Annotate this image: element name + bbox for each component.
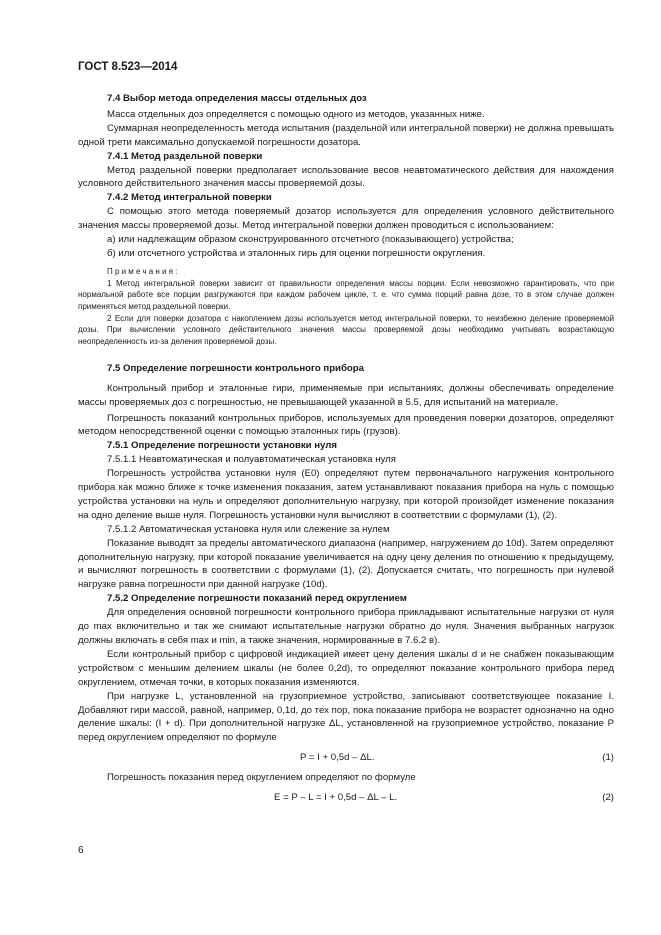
note-1: 1 Метод интегральной поверки зависит от правильности определения массы порции. Если невозможно гарантировать, что при нормальной работе все порции разгружаются при каждом рабочем цикле, т. е. что сумма порций равна дозе, то в этом случае должен применяться метод раздельной поверки.: [78, 278, 614, 311]
paragraph: Масса отдельных доз определяется с помощью одного из методов, указанных ниже.: [107, 108, 485, 120]
paragraph: Контрольный прибор и эталонные гири, применяемые при испытаниях, должны обеспечивать определение массы проверяемых доз с погрешностью, не превышающей указанной в 5.5, для испытаний на материале.: [78, 382, 614, 408]
equation-1: [78, 751, 614, 765]
section-7-5-title: 7.5 Определение погрешности контрольного прибора: [107, 362, 364, 374]
paragraph: Суммарная неопределенность метода испытания (раздельной или интегральной поверки) не должна превышать одной трети максимально допускаемой погрешности дозатора.: [78, 122, 614, 148]
equation-1-formula: P = I + 0,5d – ΔL.: [300, 752, 375, 764]
paragraph: Метод раздельной поверки предполагает использование весов неавтоматического действия для нахождения условного действительного значения массы проверяемой дозы.: [78, 164, 614, 190]
paragraph: Погрешность устройства установки нуля (E0) определяют путем первоначального нагружения контрольного прибора как можно ближе к точке изменения показания, затем устанавливают показания прибора на нуль с помощью устройства установки на нуль и определяют дополнительную нагрузку, при которой произойдет изменение показания на одно деление выше нуля. Погрешность установки нуля вычисляют в соответствии с формулами (1), (2).: [78, 468, 614, 521]
list-item-b: б) или отсчетного устройства и эталонных гирь для оценки погрешности округления.: [107, 247, 486, 259]
paragraph: Показание выводят за пределы автоматического диапазона (например, нагружением до 10d). Затем определяют дополнительную нагрузку, при которой показание увеличивается на одну цену деления по отношению к предыдущему, и вычисляют погрешность в соответствии с формулами (1), (2). Допускается считать, что погрешность при нулевой нагрузке равна погрешности при данной нагрузке (10d).: [78, 537, 614, 591]
section-7-5-1-title: 7.5.1 Определение погрешности установки нуля: [107, 440, 337, 452]
paragraph: При нагрузке L, установленной на грузоприемное устройство, записывают соответствующее показание I. Добавляют гири массой, равной, например, 0,1d, до тех пор, пока показание прибора не возрастет однозначно на одно деление шкалы: (I + d). При дополнительной нагрузке ΔL, установленной на грузоприемное устройство, показание P перед округлением определяют по формуле: [78, 690, 614, 744]
equation-2-formula: E = P – L = I + 0,5d – ΔL – L.: [274, 792, 398, 804]
paragraph: Погрешность показаний контрольных приборов, используемых для проведения поверки дозаторов, определяют методом непосредственной оценки с помощью эталонных гирь (грузов).: [78, 412, 614, 438]
paragraph: С помощью этого метода поверяемый дозатор используется для определения условного действительного значения массы проверяемой дозы. Метод интегральной поверки должен проводиться с использованием:: [78, 206, 614, 232]
paragraph: Погрешность показания перед округлением определяют по формуле: [107, 772, 416, 784]
equation-2-number: (2): [602, 792, 614, 804]
page-body: [78, 92, 614, 805]
notes-title: Примечания:: [107, 266, 180, 276]
section-7-4-1-title: 7.4.1 Метод раздельной поверки: [107, 150, 263, 162]
standard-header: ГОСТ 8.523—2014: [78, 61, 178, 73]
section-7-5-2-title: 7.5.2 Определение погрешности показаний перед округлением: [107, 593, 407, 605]
page-number: 6: [78, 845, 84, 856]
paragraph: Если контрольный прибор с цифровой индикацией имеет цену деления шкалы d и не снабжен показывающим устройством с меньшим делением шкалы (не более 0,2d), то определяют показание контрольного прибора перед округлением, отмечая точки, в которых показания изменяются.: [78, 648, 614, 688]
equation-1-number: (1): [602, 752, 614, 764]
list-item-a: а) или надлежащим образом сконструированного отсчетного (показывающего) устройства;: [107, 234, 514, 246]
subsection-7-5-1-1-title: 7.5.1.1 Неавтоматическая и полуавтоматическая установка нуля: [107, 454, 396, 466]
section-7-4-2-title: 7.4.2 Метод интегральной поверки: [107, 192, 272, 204]
equation-2: [78, 791, 614, 805]
section-7-4-title: 7.4 Выбор метода определения массы отдельных доз: [107, 93, 367, 104]
note-2: 2 Если для поверки дозатора с накоплением дозы используется метод интегральной поверки, то неизбежно деление проверяемой дозы. При вычислении условного действительного значения массы проверяемой дозы необходимо учитывать возрастающую неопределенность из-за деления проверяемой дозы.: [78, 313, 614, 347]
subsection-7-5-1-2-title: 7.5.1.2 Автоматическая установка нуля или слежение за нулем: [107, 523, 390, 535]
paragraph: Для определения основной погрешности контрольного прибора прикладывают испытательные нагрузки от нуля до max включительно и так же снимают испытательные нагрузки обратно до нуля. Значения выбранных нагрузок должны включать в себя max и min, а также значения, нормированные в 7.6.2 в).: [78, 607, 614, 647]
